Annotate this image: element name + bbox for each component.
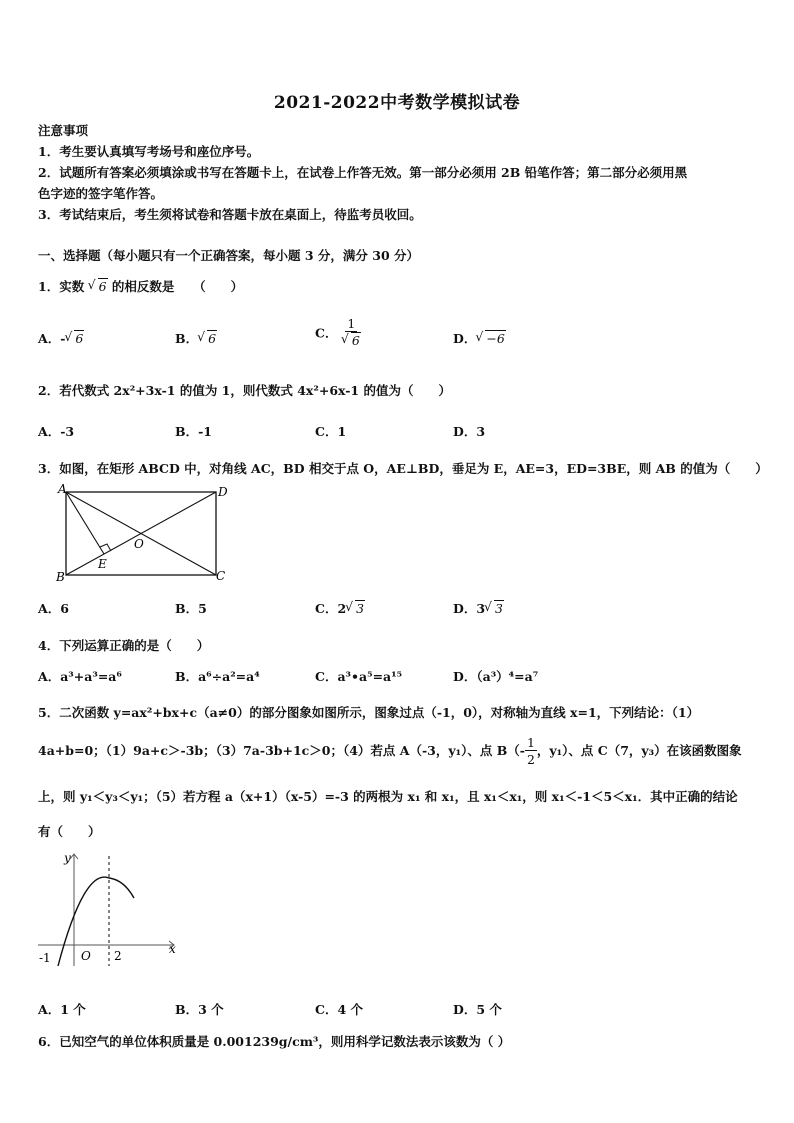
- label-a: A: [58, 482, 67, 496]
- note-item: 2．试题所有答案必须填涂或书写在答题卡上，在试卷上作答无效。第一部分必须用 2B 铅笔作答；第二部分必须用黑: [38, 165, 688, 180]
- note-item: 3．考试结束后，考生须将试卷和答题卡放在桌面上，待监考员收回。: [38, 207, 422, 222]
- q4-option-c[interactable]: C．a³•a⁵=a¹⁵: [315, 669, 403, 684]
- q1-stem: [38, 277, 243, 295]
- q1-option-a[interactable]: A．-√ 6: [38, 329, 84, 347]
- q5-stem-line: 5．二次函数 y=ax²+bx+c（a≠0）的部分图象如图所示，图象过点（-1，0），对称轴为直线 x=1，下列结论：（1）: [38, 705, 700, 720]
- q5-stem-line: 4a+b=0；（1）9a+c＞-3b；（3）7a-3b+1c＞0；（4）若点 A（-3，y₁）、点 B（- $\frac{1}{2}$ ，y₁）、点 C（7，y₃）在该函数图象: [38, 735, 742, 767]
- notes-heading: 注意事项: [38, 123, 89, 138]
- q4-option-a[interactable]: A．a³+a³=a⁶: [38, 669, 122, 684]
- label-c: C: [216, 569, 226, 583]
- q2-option-d[interactable]: D．3: [453, 424, 486, 439]
- sqrt-expression: √ −6: [476, 331, 505, 346]
- q4-stem: 4．下列运算正确的是（ ）: [38, 638, 210, 653]
- parabola-graph: [34, 848, 194, 973]
- q1-option-d[interactable]: D．√ −6: [453, 329, 506, 347]
- axis-label-x: x: [169, 942, 176, 956]
- fraction: $\frac{1}{2}$: [526, 735, 535, 767]
- rectangle-figure: [50, 480, 240, 585]
- sqrt-expression: √ 6: [65, 331, 84, 346]
- note-item: 色字迹的签字笔作答。: [38, 186, 164, 201]
- label-e: E: [98, 557, 107, 571]
- sqrt-expression: √ 6: [89, 279, 108, 294]
- q5-stem-line: 有（ ）: [38, 824, 101, 839]
- q2-stem: 2．若代数式 2x²+3x-1 的值为 1，则代数式 4x²+6x-1 的值为（ ）: [38, 383, 451, 398]
- q2-option-b[interactable]: B．-1: [175, 424, 212, 439]
- section-heading: 一、选择题（每小题只有一个正确答案，每小题 3 分，满分 30 分）: [38, 248, 420, 263]
- q5-option-a[interactable]: A．1 个: [38, 1002, 86, 1017]
- label-o: O: [134, 537, 144, 551]
- q1-stem-prefix: 1．实数: [38, 279, 85, 294]
- page-title: 2021-2022中考数学模拟试卷: [273, 93, 521, 113]
- q5-stem-line: 上，则 y₁＜y₃＜y₁；（5）若方程 a（x+1）（x-5）=-3 的两根为 x₁ 和 x₁，且 x₁＜x₁，则 x₁＜-1＜5＜x₁．其中正确的结论: [38, 789, 738, 804]
- sqrt-expression: √ 3: [346, 601, 365, 616]
- q3-option-c[interactable]: C．2√ 3: [315, 599, 365, 617]
- tick-label: 2: [114, 949, 122, 963]
- q4-option-d[interactable]: D．（a³）⁴=a⁷: [453, 669, 539, 684]
- q5-option-c[interactable]: C．4 个: [315, 1002, 363, 1017]
- origin-label: O: [81, 949, 91, 963]
- fraction: 1 √ 6: [342, 316, 361, 349]
- sqrt-expression: √ 3: [485, 601, 504, 616]
- tick-label: -1: [39, 951, 51, 965]
- q3-option-d[interactable]: D．3√ 3: [453, 599, 504, 617]
- q1-option-c[interactable]: C． 1 √ 6: [315, 316, 361, 349]
- q5-option-b[interactable]: B．3 个: [175, 1002, 224, 1017]
- q1-option-b[interactable]: B．√ 6: [175, 329, 217, 347]
- q6-stem: 6．已知空气的单位体积质量是 0.001239g/cm³，则用科学记数法表示该数为（ ）: [38, 1034, 511, 1049]
- q3-stem: 3．如图，在矩形 ABCD 中，对角线 AC，BD 相交于点 O，AE⊥BD，垂足为 E，AE=3，ED=3BE，则 AB 的值为（ ）: [38, 461, 768, 476]
- q3-option-b[interactable]: B．5: [175, 601, 207, 616]
- q2-option-c[interactable]: C．1: [315, 424, 347, 439]
- note-item: 1．考生要认真填写考场号和座位序号。: [38, 144, 260, 159]
- label-d: D: [218, 485, 228, 499]
- q3-option-a[interactable]: A．6: [38, 601, 69, 616]
- label-b: B: [56, 570, 65, 584]
- q2-option-a[interactable]: A．-3: [38, 424, 75, 439]
- axis-label-y: y: [64, 851, 71, 865]
- q4-option-b[interactable]: B．a⁶÷a²=a⁴: [175, 669, 260, 684]
- sqrt-expression: √ 6: [198, 331, 217, 346]
- q5-option-d[interactable]: D．5 个: [453, 1002, 502, 1017]
- q1-stem-suffix: 的相反数是 （ ）: [111, 279, 244, 294]
